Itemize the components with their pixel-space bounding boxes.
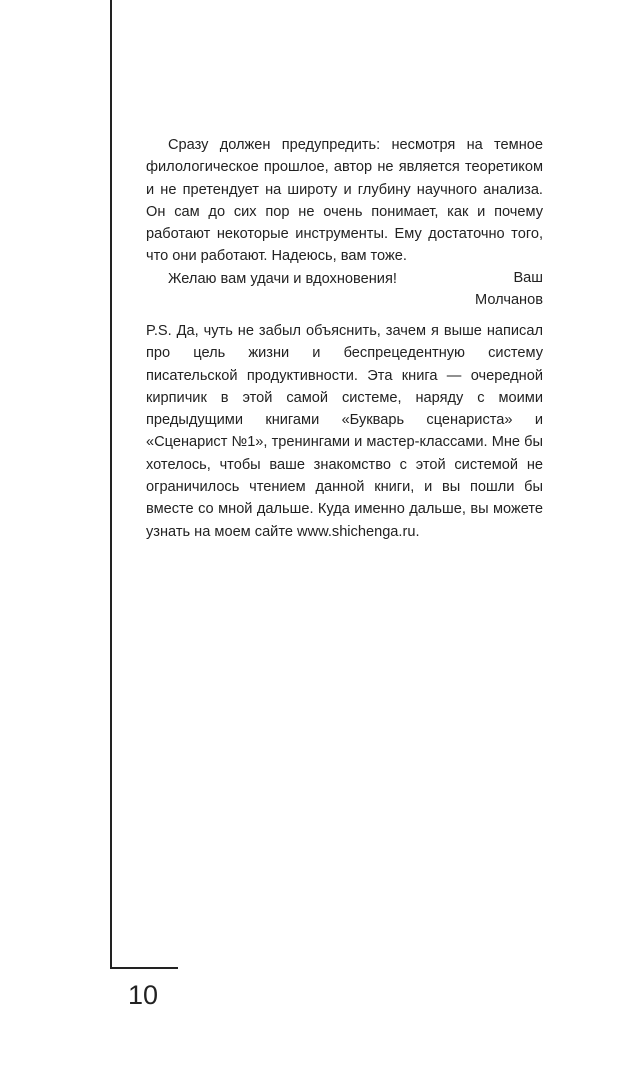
signature-line-1: Ваш	[513, 270, 543, 286]
signature-line-2: Молчанов	[475, 292, 543, 309]
signature	[146, 267, 543, 312]
page-number: 10	[128, 980, 159, 1010]
postscript-block	[146, 320, 543, 543]
paragraph-disclaimer: Сразу должен предупредить: несмотря на темное филологическое прошлое, автор не является теоретиком и не претендует на широту и глубину научного анализа. Он сам до сих пор не очень понимает, как и почему работают некоторые инструменты. Ему достаточно того, что они работают. Надеюсь, вам тоже.	[146, 137, 543, 265]
paragraph-wishes: Желаю вам удачи и вдохновения!	[168, 270, 397, 287]
paragraph-postscript: P.S. Да, чуть не забыл объяснить, зачем я выше написал про цель жизни и беспрецедентную систему писательской продуктивности. Эта книга — очередной кирпичик в этой самой системе, наряду с моими предыдущими книгами «Букварь сценариста» и «Сценарист №1», тренингами и мастер-классами. Мне бы хотелось, чтобы ваше знакомство с этой системой не ограничилось чтением данной книги, и вы пошли бы вместе со мной дальше. Куда именно дальше, вы можете узнать на моем сайте www.shichenga.ru.	[146, 323, 543, 540]
margin-rule-foot	[110, 967, 178, 969]
margin-rule	[110, 0, 112, 969]
